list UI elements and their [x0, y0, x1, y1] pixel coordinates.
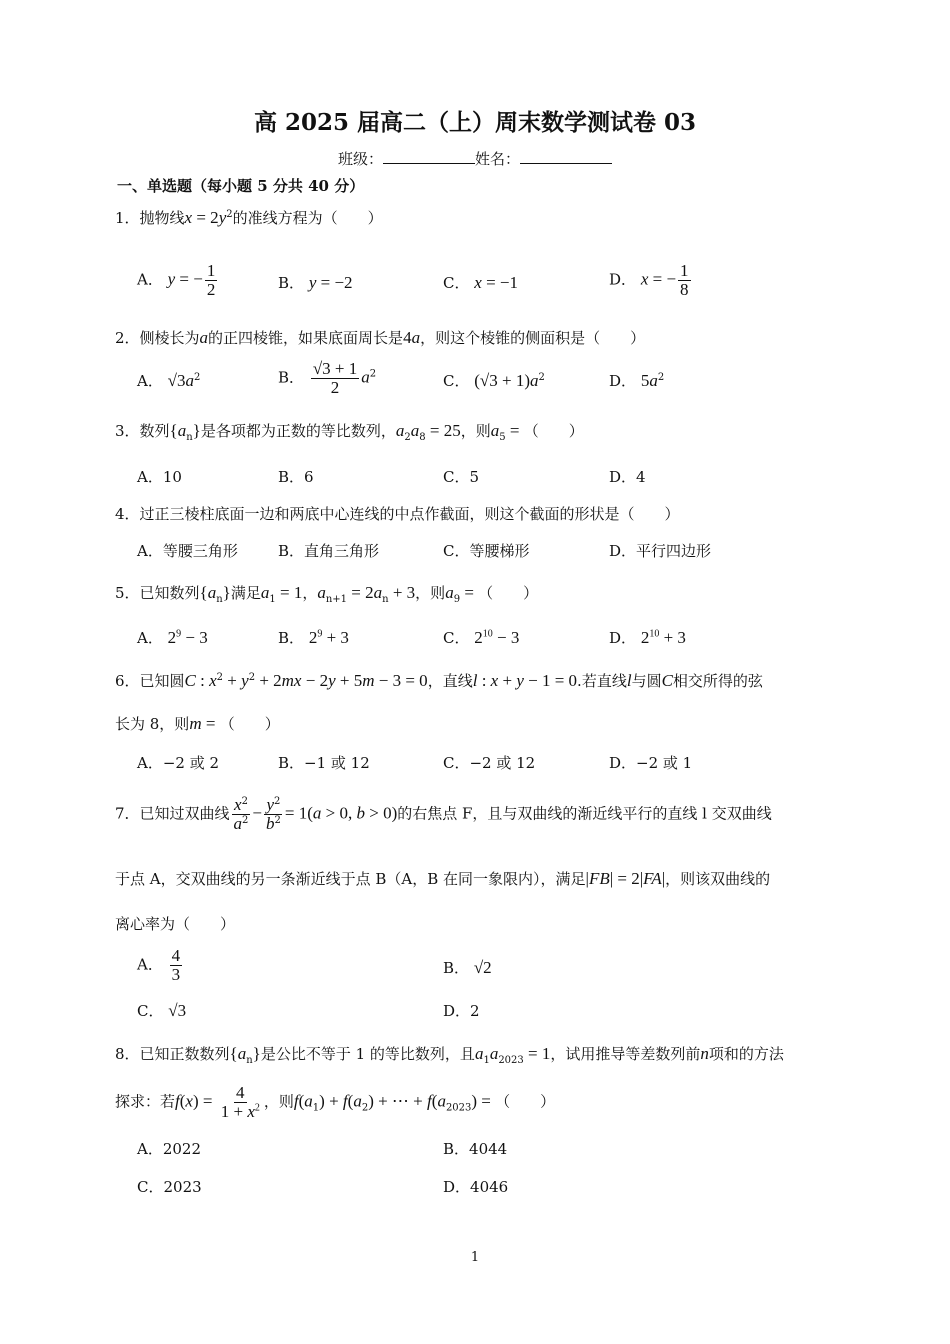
q4-option-a[interactable]: A．等腰三角形 [137, 542, 238, 560]
q6-option-c[interactable]: C．−2 或 12 [443, 754, 536, 772]
q6-option-b[interactable]: B．−1 或 12 [278, 754, 370, 772]
q1-option-a[interactable]: A． y = − $\frac{1}{2}$ [137, 261, 216, 299]
q7-option-b[interactable]: B． √2 [443, 958, 492, 977]
q5-option-c[interactable]: C． $2^{10} - 3$ [443, 628, 520, 647]
q4-option-c[interactable]: C．等腰梯形 [443, 542, 530, 560]
q5-option-b[interactable]: B． $2^9 + 3$ [278, 628, 349, 647]
question-5-stem: 5．已知数列$\{a_n\}$满足$a_1 = 1$，$a_{n+1} = 2a_n + 3$，则$a_9$ = （ ） [115, 583, 539, 605]
name-label: 姓名： [475, 150, 521, 168]
name-blank[interactable] [520, 149, 612, 164]
q8-option-c[interactable]: C．2023 [137, 1178, 202, 1196]
question-8-line-2: 探求：若f(x) = $\frac{4}{1 + x^2}$ ，则$f(a_1) + f(a_2)$ + ⋯ + $f(a_{2023})$ = （ ） [115, 1083, 556, 1121]
q6-option-a[interactable]: A．−2 或 2 [137, 754, 220, 772]
class-label: 班级： [337, 150, 383, 168]
question-6-line-2: 长为 8，则m = （ ） [115, 714, 280, 733]
q1-text-b: 的准线方程为（ ） [232, 209, 383, 227]
q7-option-c[interactable]: C． √3 [137, 1001, 187, 1020]
q8-option-d[interactable]: D．4046 [443, 1178, 509, 1196]
question-7-line-3: 离心率为（ ） [115, 915, 236, 933]
q8-option-b[interactable]: B．4044 [443, 1140, 508, 1158]
q3-option-c[interactable]: C．5 [443, 468, 480, 486]
q2-option-b[interactable]: B． $\frac{√3 + 1}{2}$ $a^2$ [278, 359, 377, 397]
question-7-stem: 7．已知过双曲线 $\frac{x^2}{a^2}$ − $\frac{y^2}{b^2}$ = 1(a > 0, b > 0)的右焦点 F，且与双曲线的渐近线平行的直线 l 交双曲线 [115, 795, 772, 833]
q6-option-d[interactable]: D．−2 或 1 [609, 754, 693, 772]
q7-option-d[interactable]: D．2 [443, 1002, 480, 1020]
q7-option-a[interactable]: A． $\frac{4}{3}$ [137, 946, 181, 984]
question-8-stem: 8．已知正数数列$\{a_n\}$是公比不等于 1 的等比数列，且$a_1a_{2023} = 1$，试用推导等差数列前n项和的方法 [115, 1044, 784, 1066]
q1-text-a: 1．抛物线 [115, 209, 185, 227]
q1-option-c[interactable]: C． x = −1 [443, 273, 518, 292]
question-1-stem: 1．抛物线$x = 2y^2$的准线方程为（ ） [115, 208, 383, 227]
q2-option-a[interactable]: A． $√3a^2$ [137, 371, 201, 390]
q3-option-b[interactable]: B．6 [278, 468, 314, 486]
q2-option-d[interactable]: D． $5a^2$ [609, 371, 665, 390]
class-blank[interactable] [383, 149, 475, 164]
q1-option-b[interactable]: B． y = −2 [278, 273, 353, 292]
page-number: 1 [470, 1250, 480, 1265]
question-7-line-2: 于点 A，交双曲线的另一条渐近线于点 B（A，B 在同一象限内），满足|FB| = 2|FA|，则该双曲线的 [115, 869, 771, 888]
question-6-stem: 6．已知圆C : $x^2 + y^2 + 2mx - 2y + 5m - 3 = 0$，直线l : x + y − 1 = 0.若直线l与圆C相交所得的弦 [115, 671, 763, 690]
q8-option-a[interactable]: A．2022 [137, 1140, 202, 1158]
q3-option-a[interactable]: A．10 [137, 468, 182, 486]
q5-option-d[interactable]: D． $2^{10} + 3$ [609, 628, 686, 647]
question-2-stem: 2．侧棱长为a的正四棱锥，如果底面周长是4a，则这个棱锥的侧面积是（ ） [115, 328, 646, 347]
page-title: 高 2025 届高二（上）周末数学测试卷 03 [253, 109, 697, 136]
q1-option-d[interactable]: D． x = − $\frac{1}{8}$ [609, 261, 689, 299]
q5-option-a[interactable]: A． $2^9 - 3$ [137, 628, 208, 647]
question-4-stem: 4．过正三棱柱底面一边和两底中心连线的中点作截面，则这个截面的形状是（ ） [115, 505, 680, 523]
q4-option-b[interactable]: B．直角三角形 [278, 542, 380, 560]
q4-option-d[interactable]: D．平行四边形 [609, 542, 712, 560]
q1-formula: x [184, 208, 193, 227]
section-heading: 一、单选题（每小题 5 分共 40 分） [117, 177, 365, 195]
question-3-stem: 3．数列$\{a_n\}$是各项都为正数的等比数列，$a_2a_8 = 25$，则$a_5$ = （ ） [115, 421, 584, 443]
q3-option-d[interactable]: D．4 [609, 468, 646, 486]
class-name-line [0, 148, 950, 169]
q2-option-c[interactable]: C． $(√3 + 1)a^2$ [443, 371, 545, 390]
